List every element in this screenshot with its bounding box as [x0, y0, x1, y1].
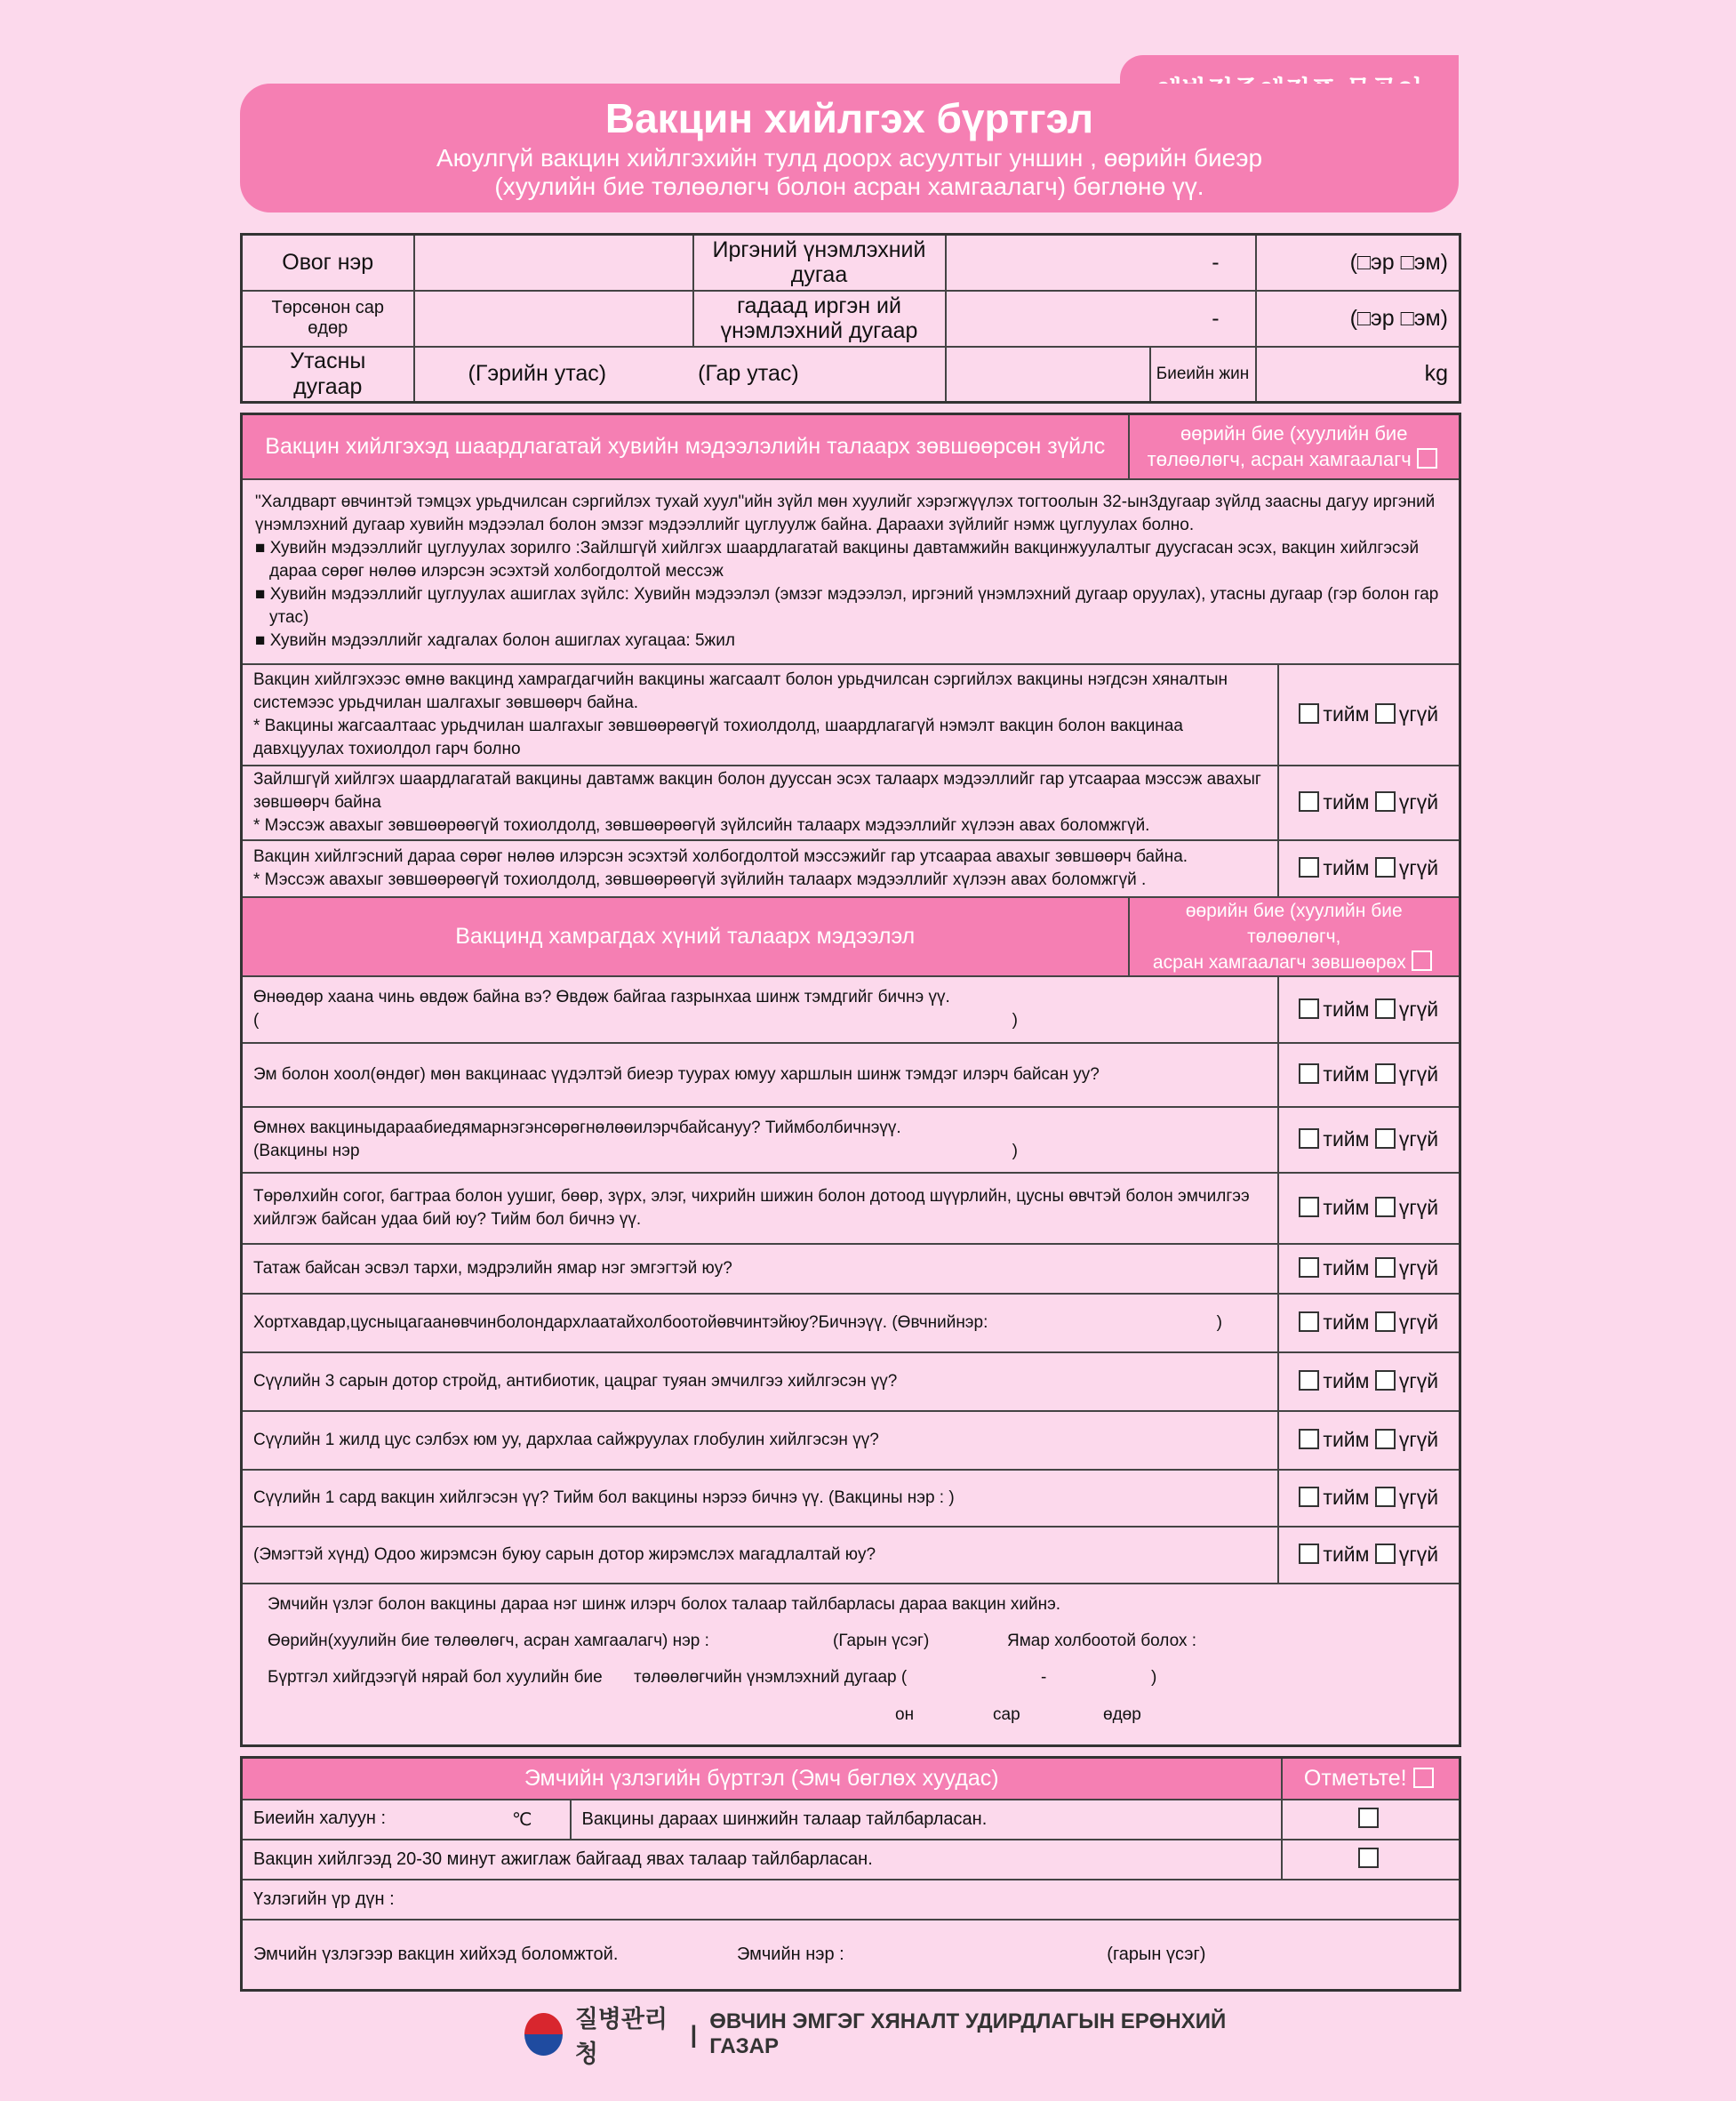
no-checkbox[interactable] — [1375, 1544, 1396, 1564]
no-label: үгүй — [1398, 1428, 1439, 1451]
question-row-2 — [242, 1043, 1278, 1107]
question-8-text: Сүүлийн 1 жилд цус сэлбэх юм уу, дархлаа сайжруулах глобулин хийлгэсэн үү? — [253, 1430, 879, 1449]
question-5-choice[interactable] — [1278, 1244, 1460, 1294]
home-phone-label: (Гэрийн утас) — [468, 361, 607, 387]
question-row-4 — [242, 1173, 1278, 1244]
kdca-logo-icon — [524, 2013, 563, 2056]
yes-label: тийм — [1323, 790, 1370, 814]
explained-2-check[interactable] — [1282, 1840, 1460, 1880]
temperature-unit: ℃ — [512, 1809, 532, 1830]
signature-notice: Эмчийн үзлэг болон вакцины дараа нэг шинж илэрч болох талаар тайлбарласы дараа вакцин хийнэ. — [268, 1594, 1061, 1614]
no-checkbox[interactable] — [1375, 1128, 1396, 1149]
yes-label: тийм — [1323, 1256, 1370, 1279]
yes-checkbox[interactable] — [1299, 1370, 1319, 1391]
no-checkbox[interactable] — [1375, 1257, 1396, 1278]
law-bullet-1: ■ Хувийн мэдээллийг цуглуулах зорилго :Зайлшгүй хийлгэх шаардлагатай вакцины давтамжийн вакцинжуулалтыг дуусгасан эсэх, вакцин хийлгэсэй дараа сөрөг нөлөө илэрсэн эсэхтэй холбогдолтой мессэж — [255, 538, 1420, 581]
question-1-open: ( — [253, 1011, 260, 1030]
yes-checkbox[interactable] — [1299, 791, 1319, 812]
consent-self-header — [1129, 414, 1460, 479]
no-checkbox[interactable] — [1375, 1429, 1396, 1449]
footer-separator: | — [690, 2020, 698, 2048]
question-6-close: ) — [1216, 1312, 1222, 1332]
no-checkbox[interactable] — [1375, 998, 1396, 1019]
phone-field[interactable] — [414, 347, 946, 403]
vaccine-possible: Эмчийн үзлэгээр вакцин хийхэд боломжтой. — [253, 1944, 619, 1964]
question-row-7 — [242, 1352, 1278, 1411]
doctor-table — [240, 1756, 1461, 1992]
question-1-close: ) — [1012, 1011, 1018, 1030]
question-3-close: ) — [1012, 1141, 1018, 1160]
yes-checkbox[interactable] — [1299, 1063, 1319, 1084]
no-label: үгүй — [1398, 1127, 1439, 1151]
explained-2-checkbox[interactable] — [1358, 1848, 1379, 1868]
question-2-text: Эм болон хоол(өндөг) мөн вакцинаас үүдэлтэй биеэр туурах юмуу харшлын шинж тэмдэг илэрч байсан уу? — [253, 1064, 1100, 1084]
consent-item-1-text: Вакцин хийлгэхээс өмнө вакцинд хамрагдагчийн вакцины жагсаалт болон урьдчилсан сэргийлэх вакцины нэгдсэн хяналтын системээс урьдчилан шалгахыг зөвшөөрч байна. — [253, 670, 1228, 712]
agency-mongolian: ӨВЧИН ЭМГЭГ ХЯНАЛТ УДИРДЛАГЫН ЕРӨНХИЙ ГАЗАР — [709, 2009, 1227, 2058]
consent-item-3-text: Вакцин хийлгэсний дараа сөрөг нөлөө илэрсэн эсэхтэй холбогдолтой мэссэжийг гар утсаараа авахыг зөвшөөрч байна. — [253, 846, 1188, 866]
question-7-text: Сүүлийн 3 сарын дотор стройд, антибиотик, цацраг туяан эмчилгээ хийлгэсэн үү? — [253, 1371, 898, 1391]
consent-item-2-text: Зайлшгүй хийлгэх шаардлагатай вакцины давтамж вакцин болон дууссан эсэх талаарх мэдээллийг гар утсаараа мэссэж авахыг зөвшөөрч байна — [253, 769, 1261, 812]
agency-korean: 질병관리청 — [574, 2006, 668, 2067]
questions-self-header — [1129, 897, 1460, 976]
id-label: Иргэний үнэмлэхний дугаа — [693, 235, 946, 291]
question-row-8 — [242, 1411, 1278, 1470]
yes-label: тийм — [1323, 1311, 1370, 1334]
consent-item-1-note: * Вакцины жагсаалтаас урьдчилан шалгахыг зөвшөөрөөгүй тохиолдолд, шаардлагагүй нэмэлт вакцин болон вакцинаа давхцуулах тохиолдол гарч болно — [253, 716, 1183, 758]
temperature-cell[interactable] — [242, 1800, 571, 1840]
handwriting-label[interactable]: (Гарын үсэг) — [833, 1631, 930, 1650]
consent-table — [240, 413, 1461, 1747]
phone-label: Утасны дугаар — [242, 347, 414, 403]
gender-select[interactable]: (□эр □эм) — [1256, 235, 1460, 291]
yes-label: тийм — [1323, 1543, 1370, 1566]
relation-label[interactable]: Ямар холбоотой болох : — [1007, 1631, 1197, 1650]
id-dash: - — [1212, 249, 1220, 275]
yes-checkbox[interactable] — [1299, 1544, 1319, 1564]
birth-label: Төрсөнон сар өдөр — [242, 291, 414, 347]
rep-id-label: төлөөлөгчийн үнэмлэхний дугаар ( — [634, 1667, 908, 1687]
law-bullet-3: ■ Хувийн мэдээллийг хадгалах болон ашиглах хугацаа: 5жил — [255, 630, 735, 650]
yes-label: тийм — [1323, 997, 1370, 1021]
no-label: үгүй — [1398, 1311, 1439, 1334]
gender-select-2[interactable]: (□эр □эм) — [1256, 291, 1460, 347]
doctor-sign-row — [242, 1920, 1460, 1991]
explained-1-check[interactable] — [1282, 1800, 1460, 1840]
question-row-9 — [242, 1470, 1278, 1527]
questions-self-line-2: асран хамгаалагч зөвшөөрөх — [1152, 951, 1406, 973]
question-4-text: Төрөлхийн согог, багтраа болон уушиг, бөөр, зүрх, элэг, чихрийн шижин болон дотоод шүүрлийн, цусны өвчтэй болон эмчилгээ хийлгэж байсан удаа бий юу? Тийм бол бичнэ үү. — [253, 1186, 1250, 1229]
question-6-text: Хортхавдар,цусныцагаанөвчинболондархлаатайхолбоотойөвчинтэйюу?Бичнэүү. (Өвчнийнэр: — [253, 1312, 988, 1332]
name-field[interactable] — [414, 235, 693, 291]
yes-label: тийм — [1323, 702, 1370, 726]
consent-header: Вакцин хийлгэхэд шаардлагатай хувийн мэдээлэлийн талаарх зөвшөөрсөн зүйлс — [242, 414, 1129, 479]
no-label: үгүй — [1398, 1196, 1439, 1219]
birth-field[interactable] — [414, 291, 693, 347]
no-checkbox[interactable] — [1375, 1311, 1396, 1332]
weight-field[interactable] — [1256, 347, 1460, 403]
checkmark-icon — [1412, 950, 1432, 971]
yes-checkbox[interactable] — [1299, 1429, 1319, 1449]
question-row-5 — [242, 1244, 1278, 1294]
yes-label: тийм — [1323, 1486, 1370, 1509]
no-label: үгүй — [1398, 1256, 1439, 1279]
yes-checkbox[interactable] — [1299, 998, 1319, 1019]
question-row-3 — [242, 1107, 1278, 1173]
consent-item-2-choice[interactable] — [1278, 766, 1460, 840]
question-row-1 — [242, 976, 1278, 1043]
exam-result[interactable] — [242, 1880, 1460, 1920]
day-label[interactable]: өдөр — [1103, 1704, 1141, 1724]
year-label[interactable]: он — [895, 1704, 915, 1724]
no-label: үгүй — [1398, 1543, 1439, 1566]
no-checkbox[interactable] — [1375, 791, 1396, 812]
newborn-label: Бүртгэл хийгдээгүй нярай бол хуулийн бие — [268, 1667, 603, 1687]
question-6-choice[interactable] — [1278, 1294, 1460, 1352]
question-3-choice[interactable] — [1278, 1107, 1460, 1173]
no-label: үгүй — [1398, 1486, 1439, 1509]
month-label[interactable]: сар — [993, 1704, 1020, 1724]
law-bullet-2: ■ Хувийн мэдээллийг цуглуулах ашиглах зүйлс: Хувийн мэдээлэл (эмзэг мэдээлэл, иргэний үнэмлэхний дугаар оруулах), утасны дугаар (гэр болон гар утас) — [255, 584, 1439, 627]
doctor-signature-label[interactable]: (гарын үсэг) — [1107, 1944, 1206, 1964]
no-label: үгүй — [1398, 702, 1439, 726]
subtitle-line-2: (хуулийн бие төлөөлөгч болон асран хамгаалагч) бөглөнө үү. — [494, 172, 1204, 200]
consent-item-3 — [242, 840, 1278, 897]
yes-label: тийм — [1323, 1369, 1370, 1392]
question-5-text: Татаж байсан эсвэл тархи, мэдрэлийн ямар нэг эмгэгтэй юу? — [253, 1258, 732, 1278]
question-3-open: (Вакцины нэр — [253, 1141, 360, 1160]
doctor-header: Эмчийн үзлэгийн бүртгэл (Эмч бөглөх хуудас) — [242, 1758, 1282, 1800]
yes-checkbox[interactable] — [1299, 1257, 1319, 1278]
rep-id-dash: - — [1041, 1667, 1047, 1687]
consent-self-line-2: төлөөлөгч, асран хамгаалагч — [1147, 448, 1412, 471]
yes-checkbox[interactable] — [1299, 1197, 1319, 1217]
no-label: үгүй — [1398, 1369, 1439, 1392]
no-checkbox[interactable] — [1375, 857, 1396, 878]
no-label: үгүй — [1398, 790, 1439, 814]
consent-item-3-choice[interactable] — [1278, 840, 1460, 897]
yes-label: тийм — [1323, 1127, 1370, 1151]
signature-block — [242, 1584, 1460, 1746]
question-row-10 — [242, 1527, 1278, 1584]
privacy-notice — [242, 479, 1460, 664]
yes-checkbox[interactable] — [1299, 1487, 1319, 1507]
question-1-text: Өнөөдөр хаана чинь өвдөж байна вэ? Өвдөж байгаа газрынхаа шинж тэмдгийг бичнэ үү. — [253, 988, 950, 1006]
question-3-text: Өмнөх вакциныдараабиедямарнэгэнсөрөгнөлөөилэрчбайсануу? Тиймболбичнэүү. — [253, 1118, 901, 1137]
yes-checkbox[interactable] — [1299, 1311, 1319, 1332]
personal-info-table — [240, 233, 1461, 404]
no-label: үгүй — [1398, 1063, 1439, 1086]
explained-1: Вакцины дараах шинжийн талаар тайлбарласан. — [571, 1800, 1282, 1840]
question-row-6 — [242, 1294, 1278, 1352]
law-paragraph: "Халдварт өвчинтэй тэмцэх урьдчилсан сэргийлэх тухай хуул"ийн зүйл мөн хуулийг хэрэгжүүлэх тогтоолын 32-ын3дугаар зүйлд заасны дагуу иргэний үнэмлэхний дугаар хувийн мэдээлал болон эмзэг мэдээллийг цуглуулж байна. Дараахи зүйлийг нэмж цуглуулах болно. — [255, 492, 1436, 534]
question-10-text: (Эмэгтэй хүнд) Одоо жирэмсэн буюу сарын дотор жирэмслэх магадлалтай юу? — [253, 1544, 876, 1564]
no-checkbox[interactable] — [1375, 1370, 1396, 1391]
page-title: Вакцин хийлгэх бүртгэл — [604, 95, 1094, 141]
consent-item-2-note: * Мэссэж авахыг зөвшөөрөөгүй тохиолдолд, зөвшөөрөөгүй зүйлсийн талаарх мэдээллийг хүлээн авах боломжгүй. — [253, 815, 1150, 835]
questions-self-line-1: өөрийн бие (хуулийн бие төлөөлөгч, — [1185, 900, 1403, 947]
question-9-text: Сүүлийн 1 сард вакцин хийлгэсэн үү? Тийм бол вакцины нэрээ бичнэ үү. (Вакцины нэр : ) — [253, 1488, 955, 1507]
temperature-label: Биеийн халуун : — [253, 1808, 387, 1828]
question-7-choice[interactable] — [1278, 1352, 1460, 1411]
question-1-choice[interactable] — [1278, 976, 1460, 1043]
yes-checkbox[interactable] — [1299, 1128, 1319, 1149]
no-checkbox[interactable] — [1375, 1197, 1396, 1217]
rep-id-close: ) — [1151, 1667, 1157, 1687]
consent-item-3-note: * Мэссэж авахыг зөвшөөрөөгүй тохиолдолд, зөвшөөрөөгүй зүйлийн талаарх мэдээллийг хүлээн авах боломжгүй . — [253, 870, 1147, 889]
subtitle-line-1: Аюулгүй вакцин хийлгэхийн тулд доорх асуултыг уншин , өөрийн биеэр — [436, 144, 1263, 172]
weight-label: Биеийн жин — [1150, 347, 1256, 403]
doctor-check-label: Отметьте! — [1303, 1765, 1407, 1791]
mobile-label: (Гар утас) — [698, 361, 799, 387]
yes-label: тийм — [1323, 1063, 1370, 1086]
question-8-choice[interactable] — [1278, 1411, 1460, 1470]
name-label: Овог нэр — [242, 235, 414, 291]
consent-item-2 — [242, 766, 1278, 840]
no-checkbox[interactable] — [1375, 1487, 1396, 1507]
questions-header: Вакцинд хамрагдах хүний талаарх мэдээлэл — [242, 897, 1129, 976]
yes-checkbox[interactable] — [1299, 703, 1319, 724]
question-9-choice[interactable] — [1278, 1470, 1460, 1527]
doctor-check-header — [1282, 1758, 1460, 1800]
yes-label: тийм — [1323, 1428, 1370, 1451]
explained-2: Вакцин хийлгээд 20-30 минут ажиглаж байгаад явах талаар тайлбарласан. — [242, 1840, 1282, 1880]
weight-unit: kg — [1424, 361, 1449, 387]
checkmark-icon — [1417, 448, 1437, 469]
consent-item-1 — [242, 664, 1278, 766]
id-field[interactable] — [946, 235, 1256, 291]
form-header — [240, 84, 1459, 213]
footer — [524, 2006, 1236, 2067]
explained-1-checkbox[interactable] — [1358, 1808, 1379, 1828]
doctor-name-label[interactable]: Эмчийн нэр : — [736, 1944, 844, 1964]
yes-label: тийм — [1323, 1196, 1370, 1219]
foreign-id-dash: - — [1212, 305, 1220, 331]
yes-checkbox[interactable] — [1299, 857, 1319, 878]
question-4-choice[interactable] — [1278, 1173, 1460, 1244]
no-label: үгүй — [1398, 856, 1439, 879]
question-10-choice[interactable] — [1278, 1527, 1460, 1584]
self-name-label: Өөрийн(хуулийн бие төлөөлөгч, асран хамгаалагч) нэр : — [268, 1631, 709, 1650]
no-checkbox[interactable] — [1375, 703, 1396, 724]
consent-item-1-choice[interactable] — [1278, 664, 1460, 766]
consent-self-line-1: өөрийн бие (хуулийн бие — [1180, 422, 1408, 445]
foreign-id-label: гадаад иргэн ий үнэмлэхний дугаар — [693, 291, 946, 347]
no-label: үгүй — [1398, 997, 1439, 1021]
question-2-choice[interactable] — [1278, 1043, 1460, 1107]
foreign-id-field[interactable] — [946, 291, 1256, 347]
no-checkbox[interactable] — [1375, 1063, 1396, 1084]
exam-result-label: Үзлэгийн үр дүн : — [253, 1888, 395, 1909]
yes-label: тийм — [1323, 856, 1370, 879]
checkmark-icon — [1413, 1768, 1434, 1788]
